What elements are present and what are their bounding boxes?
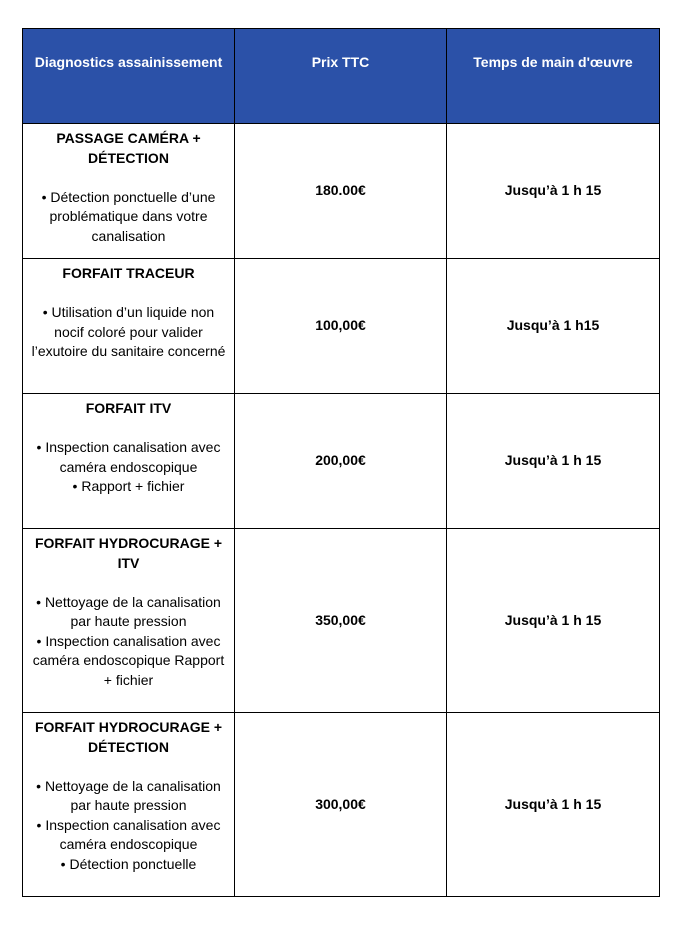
service-time: Jusqu’à 1 h 15 [447,529,660,713]
service-price: 300,00€ [235,713,447,897]
header-labor-time: Temps de main d'œuvre [447,29,660,124]
pricing-table [22,28,660,897]
service-title: FORFAIT TRACEUR [62,265,195,281]
table-row [23,124,660,259]
service-detail: • Détection ponctuelle d’une problématique dans votre canalisation [41,188,216,244]
service-detail: • Nettoyage de la canalisation par haute pression [36,777,221,813]
service-time: Jusqu’à 1 h 15 [447,124,660,259]
service-detail: • Nettoyage de la canalisation par haute pression [36,593,221,629]
service-time: Jusqu’à 1 h 15 [447,394,660,529]
service-title: FORFAIT HYDROCURAGE + DÉTECTION [34,719,223,755]
table-row [23,259,660,394]
service-price: 350,00€ [235,529,447,713]
service-description [23,713,235,897]
service-description [23,394,235,529]
table-row [23,529,660,713]
table-row [23,394,660,529]
service-detail: • Rapport + fichier [72,478,185,494]
table-row [23,713,660,897]
service-time: Jusqu’à 1 h 15 [447,713,660,897]
table-header-row [23,29,660,124]
header-diagnostics: Diagnostics assainissement [23,29,235,124]
service-title: FORFAIT HYDROCURAGE + ITV [34,535,223,571]
service-price: 100,00€ [235,259,447,394]
service-title: FORFAIT ITV [85,400,172,416]
service-price: 200,00€ [235,394,447,529]
service-detail: • Inspection canalisation avec caméra endoscopique Rapport + fichier [32,632,225,688]
service-detail: • Détection ponctuelle [60,855,197,872]
service-time: Jusqu’à 1 h15 [447,259,660,394]
header-price: Prix TTC [235,29,447,124]
service-description [23,124,235,259]
service-detail: • Inspection canalisation avec caméra endoscopique [36,439,221,475]
service-description [23,259,235,394]
service-description [23,529,235,713]
service-price: 180.00€ [235,124,447,259]
service-detail: • Utilisation d’un liquide non nocif coloré pour valider l’exutoire du sanitaire concerné [31,304,226,359]
service-detail: • Inspection canalisation avec caméra endoscopique [36,816,221,852]
service-title: PASSAGE CAMÉRA + DÉTECTION [56,130,201,166]
